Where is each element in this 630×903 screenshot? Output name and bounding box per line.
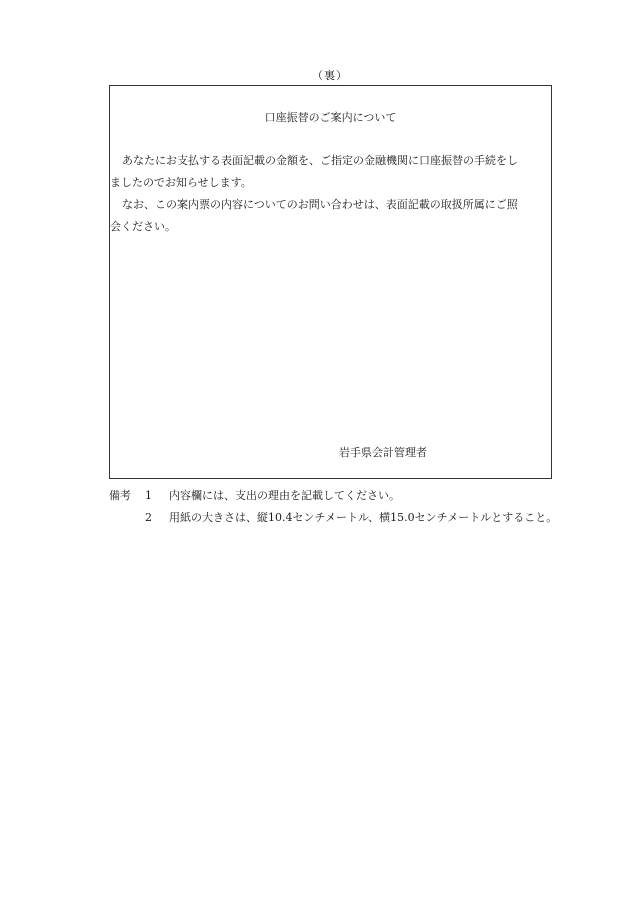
body-line: 会ください。: [110, 220, 176, 233]
remark-text: 内容欄には、支出の理由を記載してください。: [169, 489, 400, 502]
notice-title: 口座振替のご案内について: [264, 111, 397, 124]
remark-text: 用紙の大きさは、縦10.4センチメートル、横15.0センチメートルとすること。: [169, 511, 558, 524]
body-line: なお、この案内票の内容についてのお問い合わせは、表面記載の取扱所属にご照: [122, 198, 518, 211]
side-label: （裏）: [312, 69, 348, 82]
remark-row: [109, 507, 624, 529]
body-line: ましたのでお知らせします。: [110, 176, 252, 189]
notice-body: [110, 150, 553, 238]
remark-number: 2: [145, 511, 152, 524]
notice-box: [109, 85, 552, 479]
notice-signature: 岩手県会計管理者: [339, 446, 427, 459]
remarks-heading: 備考: [109, 489, 131, 502]
remark-row: [109, 485, 624, 507]
body-line: あなたにお支払する表面記載の金額を、ご指定の金融機関に口座振替の手続をし: [122, 154, 518, 167]
remark-number: 1: [145, 489, 152, 502]
remarks: [109, 485, 624, 529]
